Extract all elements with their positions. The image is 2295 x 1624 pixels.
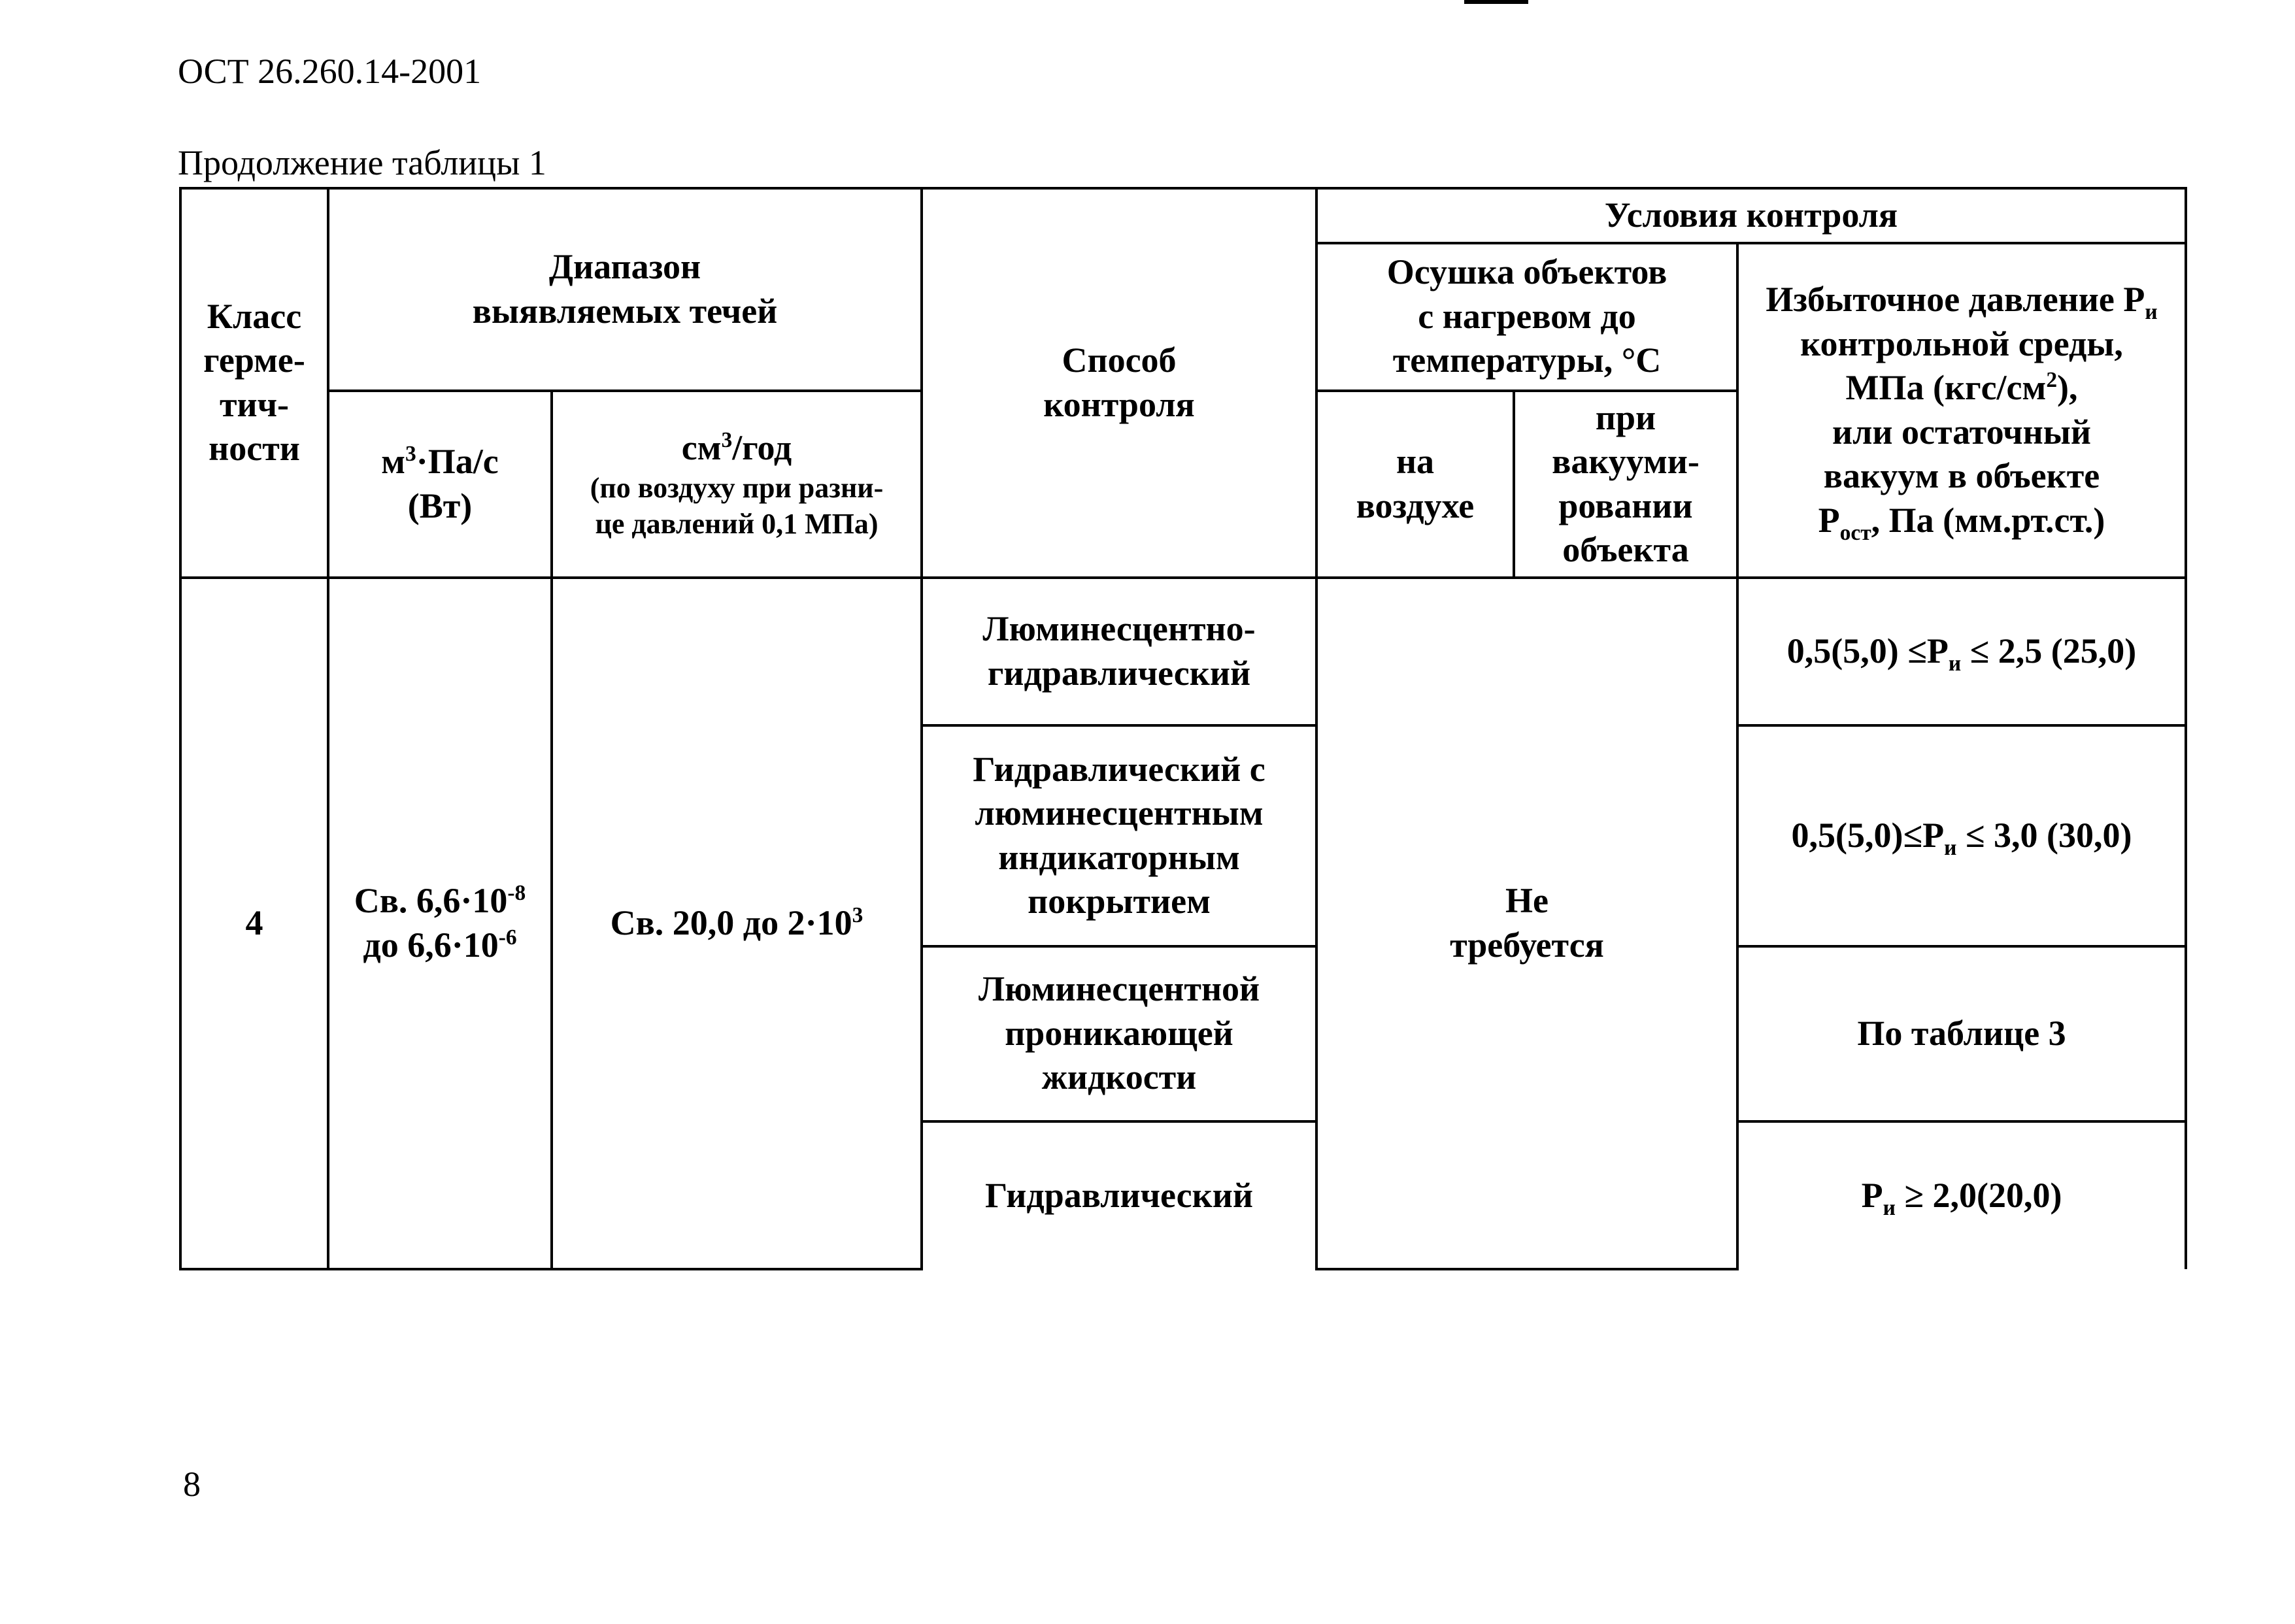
cell-pressure: $0,5(5,0)\le Р_и \le 3,0$ (30,0) bbox=[1737, 725, 2186, 946]
header-conditions: Условия контроля bbox=[1316, 188, 2186, 243]
header-drying-vacuum: при вакууми- ровании объекта bbox=[1514, 391, 1737, 578]
cell-method: Люминесцентной проникающей жидкости bbox=[922, 946, 1316, 1121]
header-drying: Осушка объектов с нагревом до температуры, °С bbox=[1316, 243, 1737, 391]
table-row bbox=[180, 578, 2186, 725]
cell-pressure: $0,5(5,0) \le Р_и \le 2,5$ (25,0) bbox=[1737, 578, 2186, 725]
cell-pressure: По таблице 3 bbox=[1737, 946, 2186, 1121]
header-range: Диапазон выявляемых течей bbox=[328, 188, 922, 391]
header-pressure-line-1: Избыточное давление $Р_и$ bbox=[1766, 280, 2158, 324]
header-range-m3-unit: $м^3\cdot Па/с$ bbox=[381, 442, 499, 481]
cell-range-m3 bbox=[328, 578, 552, 1269]
header-range-cm3-note: (по воздуху при разни- це давлений 0,1 МПа) bbox=[590, 472, 884, 540]
header-pressure bbox=[1737, 243, 2186, 578]
cell-range-m3-to: до $6,6\cdot 10^{-6}$ bbox=[363, 925, 517, 965]
top-edge-mark bbox=[1464, 0, 1528, 4]
cell-drying: Не требуется bbox=[1316, 578, 1737, 1269]
header-class: Класс герме- тич- ности bbox=[180, 188, 328, 578]
cell-range-m3-from: Св. $6,6\cdot 10^{-8}$ bbox=[354, 881, 526, 920]
header-pressure-line-3: МПа $(кгс/см^2)$, bbox=[1845, 368, 2078, 407]
header-pressure-line-6: $Р_{ост}$, Па (мм.рт.ст.) bbox=[1818, 500, 2105, 545]
header-range-m3 bbox=[328, 391, 552, 578]
cell-pressure: $Р_и \ge 2,0(20,0)$ bbox=[1737, 1121, 2186, 1269]
header-pressure-line-5: вакуум в объекте bbox=[1823, 456, 2100, 495]
cell-method: Люминесцентно- гидравлический bbox=[922, 578, 1316, 725]
header-pressure-line-2: контрольной среды, bbox=[1800, 323, 2123, 363]
header-drying-air: на воздухе bbox=[1316, 391, 1514, 578]
header-method: Способ контроля bbox=[922, 188, 1316, 578]
page-number: 8 bbox=[183, 1465, 201, 1504]
cell-range-cm3: Св. 20,0 до $2\cdot 10^3$ bbox=[552, 578, 922, 1269]
header-range-m3-watt: (Вт) bbox=[407, 486, 473, 525]
table-caption: Продолжение таблицы 1 bbox=[178, 143, 546, 182]
header-range-cm3 bbox=[552, 391, 922, 578]
document-code: ОСТ 26.260.14-2001 bbox=[178, 52, 482, 91]
cell-class: 4 bbox=[180, 578, 328, 1269]
header-range-cm3-unit: $см^3$/год bbox=[681, 427, 792, 467]
cell-method: Гидравлический с люминесцентным индикаторным покрытием bbox=[922, 725, 1316, 946]
cell-method: Гидравлический bbox=[922, 1121, 1316, 1269]
leak-detection-table bbox=[179, 187, 2187, 1270]
header-row-1 bbox=[180, 188, 2186, 243]
header-pressure-line-4: или остаточный bbox=[1832, 412, 2092, 452]
